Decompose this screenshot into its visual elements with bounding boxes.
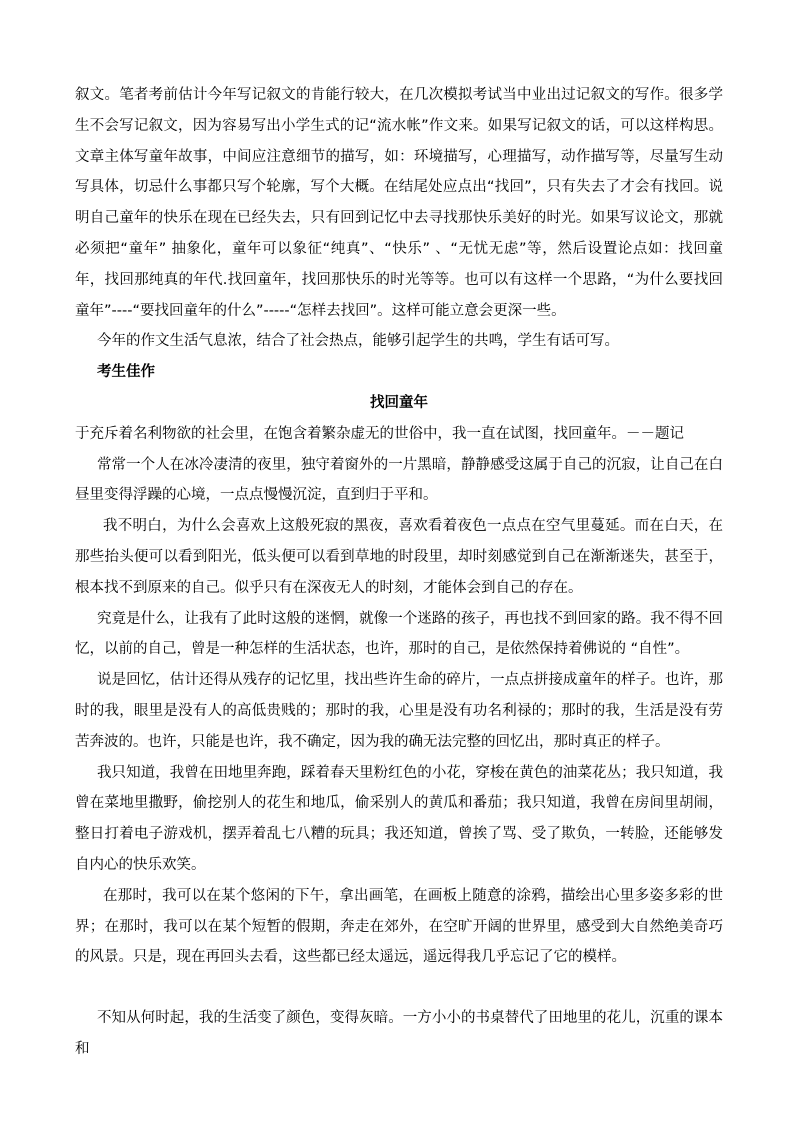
essay-paragraph: 我只知道，我曾在田地里奔跑，踩着春天里粉红色的小花，穿梭在黄色的油菜花丛；我只知道，我曾在菜地里撒野，偷挖别人的花生和地瓜，偷采别人的黄瓜和番茄；我只知道，我曾在房间里胡闹，整日打着电子游戏机，摆弄着乱七八糟的玩具；我还知道，曾挨了骂、受了欺负，一转脸，还能够发自内心的快乐欢笑。: [75, 764, 723, 873]
essay-paragraph: 我不明白，为什么会喜欢上这般死寂的黑夜，喜欢看着夜色一点点在空气里蔓延。而在白天，在那些抬头便可以看到阳光，低头便可以看到草地的时段里，却时刻感觉到自己在渐渐迷失，甚至于，根本找不到原来的自己。似乎只有在深夜无人的时刻，才能体会到自己的存在。: [75, 518, 723, 596]
intro-paragraph-1: 叙文。笔者考前估计今年写记叙文的肯能行较大，在几次模拟考试当中业出过记叙文的写作。很多学生不会写记叙文，因为容易写出小学生式的记“流水帐”作文来。如果写记叙文的话，可以这样构思。文章主体写童年故事，中间应注意细节的描写，如：环境描写，心理描写，动作描写等，尽量写生动写具体，切忌什么事都只写个轮廓，写个大概。在结尾处应点出“找回”，只有失去了才会有找回。说明自己童年的快乐在现在已经失去，只有回到记忆中去寻找那快乐美好的时光。如果写议论文，那就必须把“童年” 抽象化，童年可以象征“纯真”、“快乐” 、“无忧无虑”等，然后设置论点如：找回童年，找回那纯真的年代.找回童年，找回那快乐的时光等等。也可以有这样一个思路，“为什么要找回童年”----“要找回童年的什么”-----“怎样去找回”。这样可能立意会更深一些。: [75, 87, 723, 319]
essay-paragraph: 不知从何时起，我的生活变了颜色，变得灰暗。一方小小的书桌替代了田地里的花儿，沉重的课本和: [75, 1010, 723, 1057]
section-heading: 考生佳作: [97, 364, 155, 381]
intro-paragraph-2: 今年的作文生活气息浓，结合了社会热点，能够引起学生的共鸣，学生有话可写。: [97, 333, 619, 350]
essay-paragraph: 说是回忆，估计还得从残存的记忆里，找出些许生命的碎片，一点点拼接成童年的样子。也许，那时的我，眼里是没有人的高低贵贱的；那时的我，心里是没有功名利禄的；那时的我，生活是没有劳苦奔波的。也许，只能是也许，我不确定，因为我的确无法完整的回忆出，那时真正的样子。: [75, 672, 723, 750]
essay-paragraph: 常常一个人在冰冷凄清的夜里，独守着窗外的一片黑暗，静静感受这属于自己的沉寂，让自己在白昼里变得浮躁的心境，一点点慢慢沉淀，直到归于平和。: [75, 456, 723, 504]
essay-paragraph: 在那时，我可以在某个悠闲的下午，拿出画笔，在画板上随意的涂鸦，描绘出心里多姿多彩的世界；在那时，我可以在某个短暂的假期，奔走在郊外，在空旷开阔的世界里，感受到大自然绝美奇巧的风景。只是，现在再回头去看，这些都已经太遥远，遥远得我几乎忘记了它的模样。: [75, 887, 723, 966]
essay-epigraph: 于充斥着名利物欲的社会里，在饱含着繁杂虚无的世俗中，我一直在试图，找回童年。－－题记: [75, 425, 684, 442]
essay-title: 找回童年: [370, 394, 428, 411]
paragraph-gap: [75, 973, 723, 1003]
document-body: [75, 80, 723, 1065]
essay-paragraph: 究竟是什么，让我有了此时这般的迷惘，就像一个迷路的孩子，再也找不到回家的路。我不得不回忆，以前的自己，曾是一种怎样的生活状态，也许，那时的自己，是依然保持着佛说的 “自性”。: [75, 610, 723, 658]
